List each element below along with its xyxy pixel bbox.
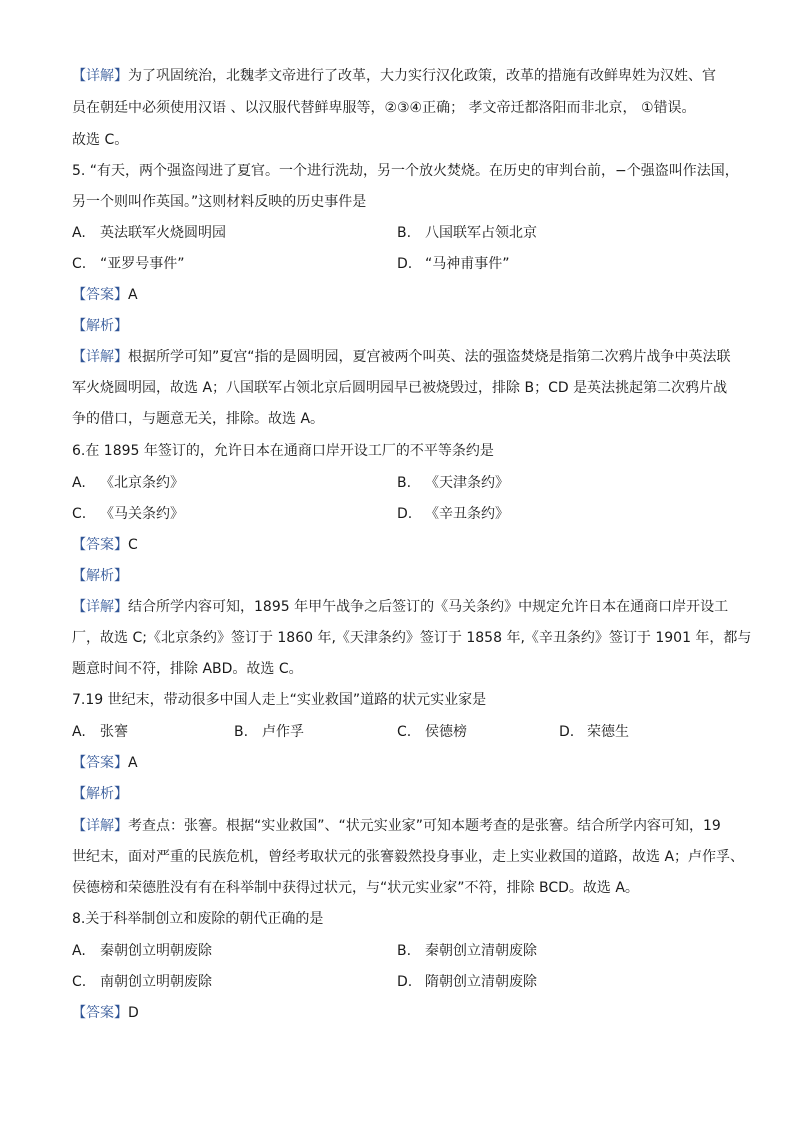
q7-answer: 【答案】A [72,755,138,771]
q7-option-a: A. 张謇 [72,724,128,740]
q5-analysis-tag: 【解析】 [72,318,128,334]
q7-analysis-tag: 【解析】 [72,786,128,802]
q6-answer: 【答案】C [72,537,138,553]
q8-option-b: B. 秦朝创立清朝废除 [397,943,537,959]
q6-stem: 6.在 1895 年签订的，允许日本在通商口岸开设工厂的不平等条约是 [72,443,494,459]
q8-answer: 【答案】D [72,1005,139,1021]
q5-option-c: C. “亚罗号事件” [72,256,185,272]
q5-answer: 【答案】A [72,287,138,303]
q6-analysis-tag: 【解析】 [72,568,128,584]
q5-stem-line-2: 另一个则叫作英国。”这则材料反映的历史事件是 [72,194,367,210]
q4-detail-line-1: 【详解】为了巩固统治，北魏孝文帝进行了改革，大力实行汉化政策，改革的措施有改鲜卑姓为汉姓、官 [72,68,716,84]
detail-tag: 【详解】 [72,68,128,84]
q5-option-b: B. 八国联军占领北京 [397,225,537,241]
q6-option-b: B. 《天津条约》 [397,475,509,491]
q5-option-a: A. 英法联军火烧圆明园 [72,225,226,241]
q4-detail-line-2: 员在朝廷中必须使用汉语 、以汉服代替鲜卑服等，②③④正确； 孝文帝迁都洛阳而非北京， ①错误。 [72,100,696,116]
q7-detail-line-2: 世纪末，面对严重的民族危机，曾经考取状元的张謇毅然投身事业，走上实业救国的道路，故选 A；卢作孚、 [72,849,745,865]
q5-detail-line-2: 军火烧圆明园，故选 A；八国联军占领北京后圆明园早已被烧毁过，排除 B；CD 是英法挑起第二次鸦片战 [72,380,728,396]
q8-option-c: C. 南朝创立明朝废除 [72,974,212,990]
q6-option-d: D. 《辛丑条约》 [397,506,509,522]
q6-option-c: C. 《马关条约》 [72,506,184,522]
q8-stem: 8.关于科举制创立和废除的朝代正确的是 [72,911,324,927]
q7-option-c: C. 侯德榜 [397,724,467,740]
q7-option-b: B. 卢作孚 [234,724,304,740]
q5-option-d: D. “马神甫事件” [397,256,510,272]
q7-detail-line-1: 【详解】考查点：张謇。根据“实业救国”、“状元实业家”可知本题考查的是张謇。结合所学内容可知，19 [72,818,721,834]
q8-option-d: D. 隋朝创立清朝废除 [397,974,537,990]
q7-detail-line-3: 侯德榜和荣德胜没有有在科举制中获得过状元，与“状元实业家”不符，排除 BCD。故选 A。 [72,880,639,896]
q5-detail-line-3: 争的借口，与题意无关，排除。故选 A。 [72,411,325,427]
q6-detail-line-1: 【详解】结合所学内容可知，1895 年甲午战争之后签订的《马关条约》中规定允许日本在通商口岸开设工 [72,599,729,615]
q4-detail-line-3: 故选 C。 [72,132,129,148]
q6-detail-line-3: 题意时间不符，排除 ABD。故选 C。 [72,661,303,677]
q8-option-a: A. 秦朝创立明朝废除 [72,943,212,959]
q5-detail-line-1: 【详解】根据所学可知”夏宫“指的是圆明园，夏宫被两个叫英、法的强盗焚烧是指第二次鸦片战争中英法联 [72,349,731,365]
q6-detail-line-2: 厂，故选 C;《北京条约》签订于 1860 年,《天津条约》签订于 1858 年,《辛丑条约》签订于 1901 年，都与 [72,630,752,646]
q5-stem-line-1: 5. “有天，两个强盗闯进了夏官。一个进行洗劫，另一个放火焚烧。在历史的审判台前，−个强盗叫作法国， [72,163,739,179]
q7-option-d: D. 荣德生 [559,724,629,740]
q6-option-a: A. 《北京条约》 [72,475,184,491]
q7-stem: 7.19 世纪末，带动很多中国人走上“实业救国”道路的状元实业家是 [72,692,487,708]
